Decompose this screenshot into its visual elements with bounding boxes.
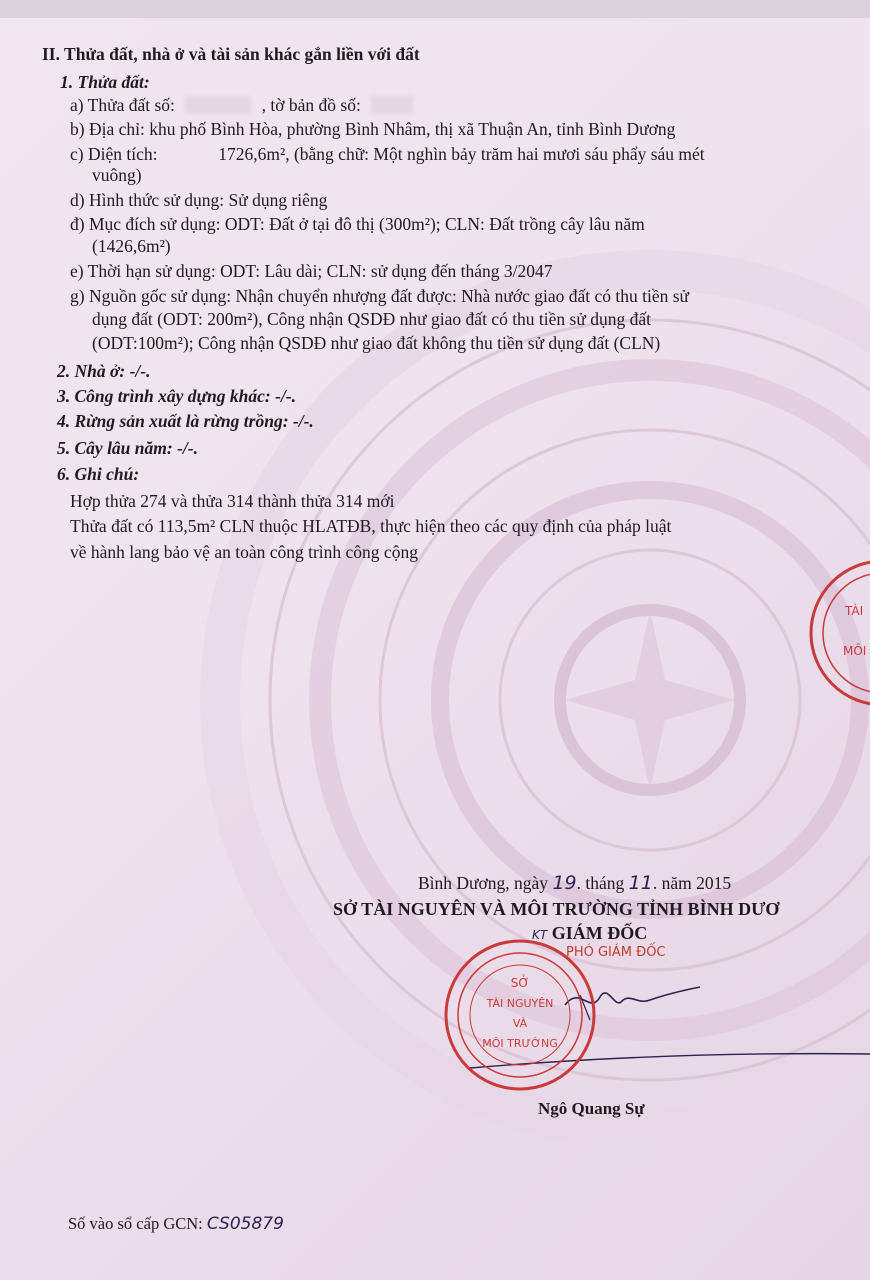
date-year: 2015 <box>696 873 732 893</box>
registry-line <box>68 1213 284 1235</box>
issuing-org: SỞ TÀI NGUYÊN VÀ MÔI TRƯỜNG TỈNH BÌNH DƯƠ <box>333 899 780 919</box>
origin-line-2: dụng đất (ODT: 200m²), Công nhận QSDĐ như giao đất có thu tiền sử dụng đất <box>92 309 651 329</box>
origin-line-1: g) Nguồn gốc sử dụng: Nhận chuyển nhượng đất được: Nhà nước giao đất có thu tiền sử <box>70 286 690 306</box>
address-line: b) Địa chỉ: khu phố Bình Hòa, phường Bình Nhâm, thị xã Thuận An, tỉnh Bình Dương <box>70 119 676 139</box>
director-title: GIÁM ĐỐC <box>551 923 648 943</box>
date-prefix: Bình Dương, ngày <box>418 873 549 893</box>
kt-mark: KT <box>532 928 548 942</box>
other-works-item: 3. Công trình xây dựng khác: -/-. <box>57 386 296 406</box>
redacted-parcel-number <box>185 96 251 114</box>
forest-item: 4. Rừng sản xuất là rừng trồng: -/-. <box>57 411 314 431</box>
notes-heading: 6. Ghi chú: <box>57 464 140 484</box>
map-sheet-label: , tờ bản đồ số: <box>261 95 361 115</box>
year-label: năm <box>661 873 692 893</box>
parcel-number-label: a) Thửa đất số: <box>70 95 175 115</box>
seal-line-1: SỞ <box>510 976 530 990</box>
area-value-cont: vuông) <box>92 165 142 185</box>
use-term-line: e) Thời hạn sử dụng: ODT: Lâu dài; CLN: sử dụng đến tháng 3/2047 <box>70 261 553 281</box>
month-label: tháng <box>585 873 625 893</box>
area-line <box>70 143 705 165</box>
use-form-line: d) Hình thức sử dụng: Sử dụng riêng <box>70 190 328 210</box>
deputy-stamp: PHÓ GIÁM ĐỐC <box>566 945 666 960</box>
signer-name: Ngô Quang Sự <box>538 1099 645 1118</box>
origin-line-3: (ODT:100m²); Công nhận QSDĐ như giao đất không thu tiền sử dụng đất (CLN) <box>92 333 661 353</box>
department-seal <box>440 935 600 1095</box>
area-value: 1726,6m², (bằng chữ: Một nghìn bảy trăm hai mươi sáu phẩy sáu mét <box>218 144 705 164</box>
area-label: c) Diện tích: <box>70 144 158 164</box>
use-purpose-cont: (1426,6m²) <box>92 236 171 256</box>
use-purpose-line: đ) Mục đích sử dụng: ODT: Đất ở tại đô thị (300m²); CLN: Đất trồng cây lâu năm <box>70 214 645 234</box>
registry-number: CS05879 <box>206 1214 284 1234</box>
note-line-3: về hành lang bảo vệ an toàn công trình công cộng <box>70 542 418 562</box>
partial-seal-text-1: TÀI <box>845 604 864 618</box>
parcel-number-line <box>70 94 413 116</box>
note-line-1: Hợp thửa 274 và thửa 314 thành thửa 314 mới <box>70 491 395 511</box>
parcel-heading: 1. Thửa đất: <box>60 72 150 92</box>
seal-line-4: MÔI TRƯỜNG <box>482 1037 558 1050</box>
seal-line-2: TÀI NGUYÊN <box>486 997 554 1010</box>
note-line-2: Thửa đất có 113,5m² CLN thuộc HLATĐB, thực hiện theo các quy định của pháp luật <box>70 516 672 536</box>
issue-date-line: Bình Dương, ngày 19. tháng 11. năm 2015 <box>418 872 732 894</box>
section-title: II. Thửa đất, nhà ở và tài sản khác gắn liền với đất <box>42 44 420 64</box>
seal-line-3: VÀ <box>512 1017 528 1030</box>
redacted-map-sheet <box>371 96 413 114</box>
date-month: 11 <box>628 872 653 894</box>
house-item: 2. Nhà ở: -/-. <box>57 361 151 381</box>
perennial-item: 5. Cây lâu năm: -/-. <box>57 438 198 458</box>
partial-seal-right <box>805 555 870 715</box>
registry-label: Số vào sổ cấp GCN: <box>68 1214 203 1233</box>
date-day: 19 <box>552 872 577 894</box>
partial-seal-text-2: MÔI <box>843 644 867 658</box>
